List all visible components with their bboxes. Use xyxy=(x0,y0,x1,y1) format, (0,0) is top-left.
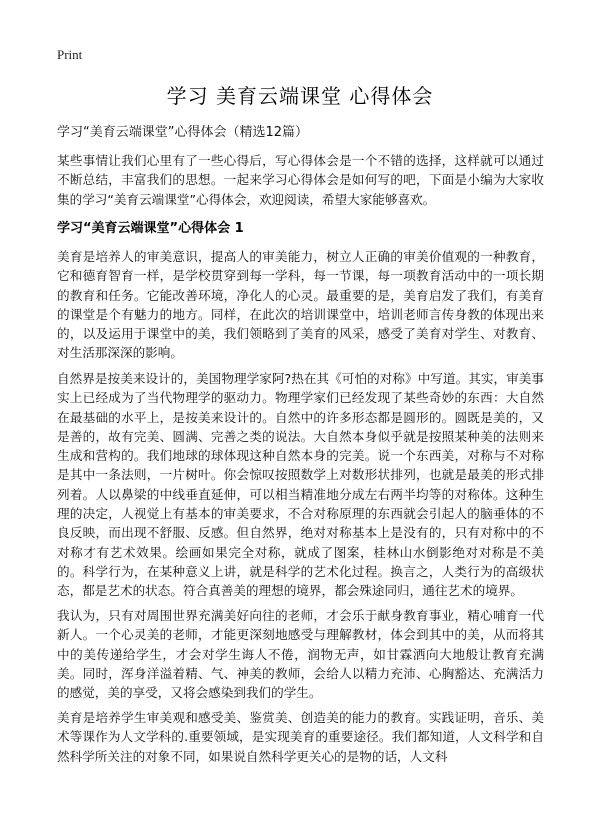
document-subtitle: 学习“美育云端课堂”心得体会（精选12篇） xyxy=(57,125,309,140)
print-label: Print xyxy=(57,47,83,62)
body-paragraph: 自然界是按美来设计的，美国物理学家阿?热在其《可怕的对称》中写道。其实，审美事实上已经成为了当代物理学的驱动力。物理学家们已经发现了某些奇妙的东西：大自然在最基础的水平上，是按美来设计的。自然中的许多形态都是圆形的。圆既是美的，又是善的，故有完美、圆满、完善之类的说法。大自然本身似乎就是按照某种美的法则来生成和营构的。我们地球的球体现这种自然本身的完美。说一个东西美，对称与不对称是其中一条法则，一片树叶。你会惊叹按照数学上对数形状排列，也就是最美的形式排列着。人以鼻梁的中线垂直延伸，可以相当精准地分成左右两半均等的对称体。这种生理的决定，人视觉上有基本的审美要求，不合对称原理的东西就会引起人的脑垂体的不良反映，而出现不舒服、反感。但自然界，绝对对称基本上是没有的，只有对称中的不对称才有艺术效果。绘画如果完全对称，就成了图案，桂林山水倒影绝对对称是不美的。科学行为，在某种意义上讲，就是科学的艺术化过程。换言之，人类行为的高级状态，都是艺术的状态。符合真善美的理想的境界，都会殊途同归，通往艺术的境界。 xyxy=(57,371,544,599)
section-heading: 学习“美育云端课堂”心得体会 1 xyxy=(57,221,244,236)
intro-paragraph: 某些事情让我们心里有了一些心得后，写心得体会是一个不错的选择，这样就可以通过不断总结，丰富我们的思想。一起来学习心得体会是如何写的吧，下面是小编为大家收集的学习“美育云端课堂”心得体会，欢迎阅读，希望大家能够喜欢。 xyxy=(57,153,544,207)
body-paragraph: 我认为，只有对周围世界充满美好向往的老师，才会乐于献身教育事业，精心哺育一代新人。一个心灵美的老师，才能更深刻地感受与理解教材，体会到其中的美，从而将其中的美传递给学生，才会对学生诲人不倦，润物无声，如甘霖洒向大地般让教育充满美。同时，浑身洋溢着精、气、神美的教师，会给人以精力充沛、心胸豁达、充满活力的感觉，美的享受，又将会感染到我们的学生。 xyxy=(57,608,544,701)
body-paragraph: 美育是培养学生审美观和感受美、鉴赏美、创造美的能力的教育。实践证明，音乐、美术等课作为人文学科的.重要领域，是实现美育的重要途径。我们都知道，人文科学和自然科学所关注的对象不同，如果说自然科学更关心的是物的话，人文科 xyxy=(57,710,544,764)
document-title: 学习 美育云端课堂 心得体会 xyxy=(166,84,434,108)
body-paragraph: 美育是培养人的审美意识，提高人的审美能力，树立人正确的审美价值观的一种教育，它和德育智育一样，是学校贯穿到每一学科，每一节课，每一项教育活动中的一项长期的教育和任务。它能改善环境，净化人的心灵。最重要的是，美育启发了我们，有美育的课堂是个有魅力的地方。同样，在此次的培训课堂中，培训老师言传身教的体现出来的，以及运用于课堂中的美，我们领略到了美育的风采，感受了美育对学生、对教育、对生活那深深的影响。 xyxy=(57,249,544,361)
